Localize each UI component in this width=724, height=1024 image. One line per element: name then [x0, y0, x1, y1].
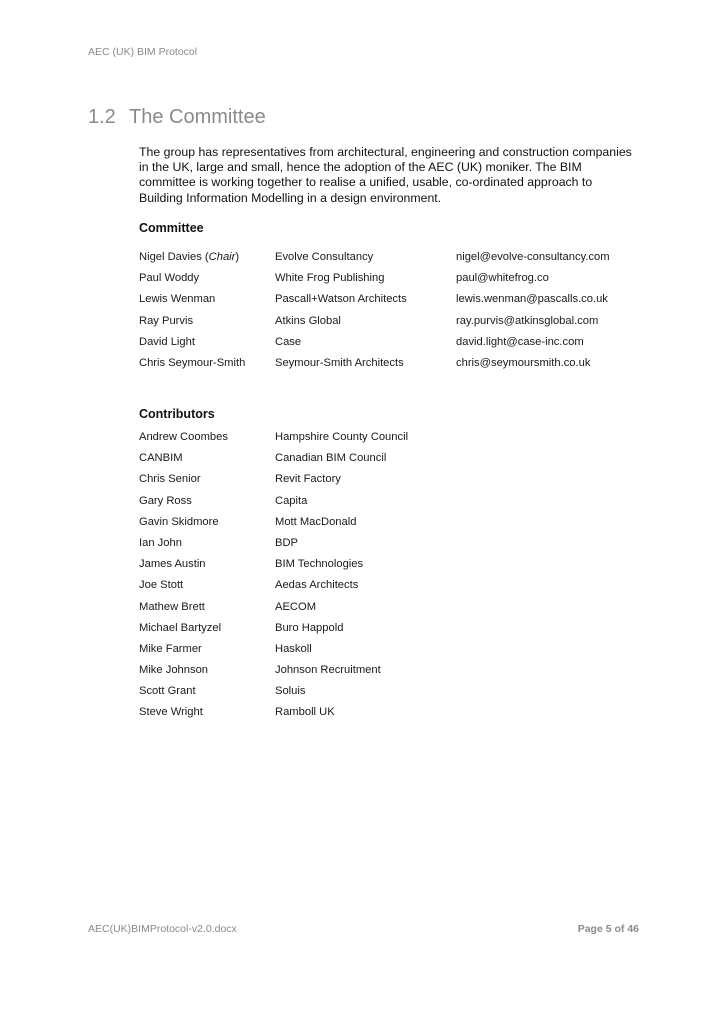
contributor-name: Steve Wright	[139, 706, 203, 719]
contributor-company: Hampshire County Council	[275, 431, 409, 443]
member-company: Evolve Consultancy	[275, 251, 374, 263]
section-title: The Committee	[129, 106, 266, 128]
contributor-company: Revit Factory	[275, 473, 341, 486]
contributor-name: Gavin Skidmore	[139, 515, 219, 528]
contributor-company: Haskoll	[275, 642, 312, 655]
member-name: Chris Seymour-Smith	[139, 356, 246, 369]
contributor-name: Andrew Coombes	[139, 431, 228, 443]
contributor-company: Soluis	[275, 685, 306, 698]
member-email: ray.purvis@atkinsglobal.com	[456, 314, 599, 327]
member-company: Seymour-Smith Architects	[275, 356, 404, 369]
contributor-company: Aedas Architects	[275, 579, 359, 592]
member-company: White Frog Publishing	[275, 272, 385, 285]
member-name: Paul Woddy	[139, 272, 200, 285]
member-email: chris@seymoursmith.co.uk	[456, 356, 591, 369]
intro-paragraph: The group has representatives from architectural, engineering and construction companies in the UK, large and small, hence the adoption of the AEC (UK) moniker. The BIM committee is working together to realise a unified, usable, co-ordinated approach to Building Information Modelling in a design environment.	[139, 145, 632, 205]
member-email: david.light@case-inc.com	[456, 335, 584, 348]
page-header: AEC (UK) BIM Protocol	[88, 46, 198, 58]
footer-filename: AEC(UK)BIMProtocol-v2.0.docx	[88, 923, 237, 935]
member-company: Pascall+Watson Architects	[275, 293, 407, 306]
contributor-company: Buro Happold	[275, 621, 344, 634]
member-company: Atkins Global	[275, 314, 341, 327]
contributor-name: Ian John	[139, 536, 182, 549]
contributor-name: Chris Senior	[139, 473, 201, 486]
contributor-company: Ramboll UK	[275, 706, 335, 719]
section-number: 1.2	[88, 106, 116, 128]
member-email: lewis.wenman@pascalls.co.uk	[456, 293, 608, 306]
contributor-name: Gary Ross	[139, 494, 192, 507]
section-heading	[88, 106, 266, 129]
contributor-company: BDP	[275, 536, 299, 549]
contributor-name: Joe Stott	[139, 579, 184, 592]
committee-heading: Committee	[139, 221, 204, 235]
member-name: David Light	[139, 335, 195, 348]
page-content	[139, 145, 639, 719]
member-name: Ray Purvis	[139, 314, 194, 327]
contributor-name: Mike Farmer	[139, 642, 202, 655]
member-email: nigel@evolve-consultancy.com	[456, 251, 610, 263]
member-company: Case	[275, 335, 302, 348]
contributor-name: Mike Johnson	[139, 664, 209, 677]
contributor-company: BIM Technologies	[275, 558, 364, 571]
contributors-heading: Contributors	[139, 407, 215, 421]
page-number: Page 5 of 46	[577, 923, 639, 935]
contributor-name: Michael Bartyzel	[139, 621, 222, 634]
member-name: Lewis Wenman	[139, 293, 216, 306]
contributor-company: AECOM	[275, 600, 317, 613]
contributor-company: Canadian BIM Council	[275, 452, 387, 465]
contributor-company: Johnson Recruitment	[275, 664, 381, 677]
contributor-name: CANBIM	[139, 452, 183, 465]
contributor-name: Mathew Brett	[139, 600, 205, 613]
chair-note: Chair	[208, 251, 236, 263]
contributor-name: James Austin	[139, 558, 206, 571]
member-name: Nigel Davies (Chair)	[139, 251, 240, 263]
contributor-company: Capita	[275, 494, 308, 507]
contributor-name: Scott Grant	[139, 685, 196, 698]
member-email: paul@whitefrog.co	[456, 272, 549, 285]
contributor-company: Mott MacDonald	[275, 515, 357, 528]
